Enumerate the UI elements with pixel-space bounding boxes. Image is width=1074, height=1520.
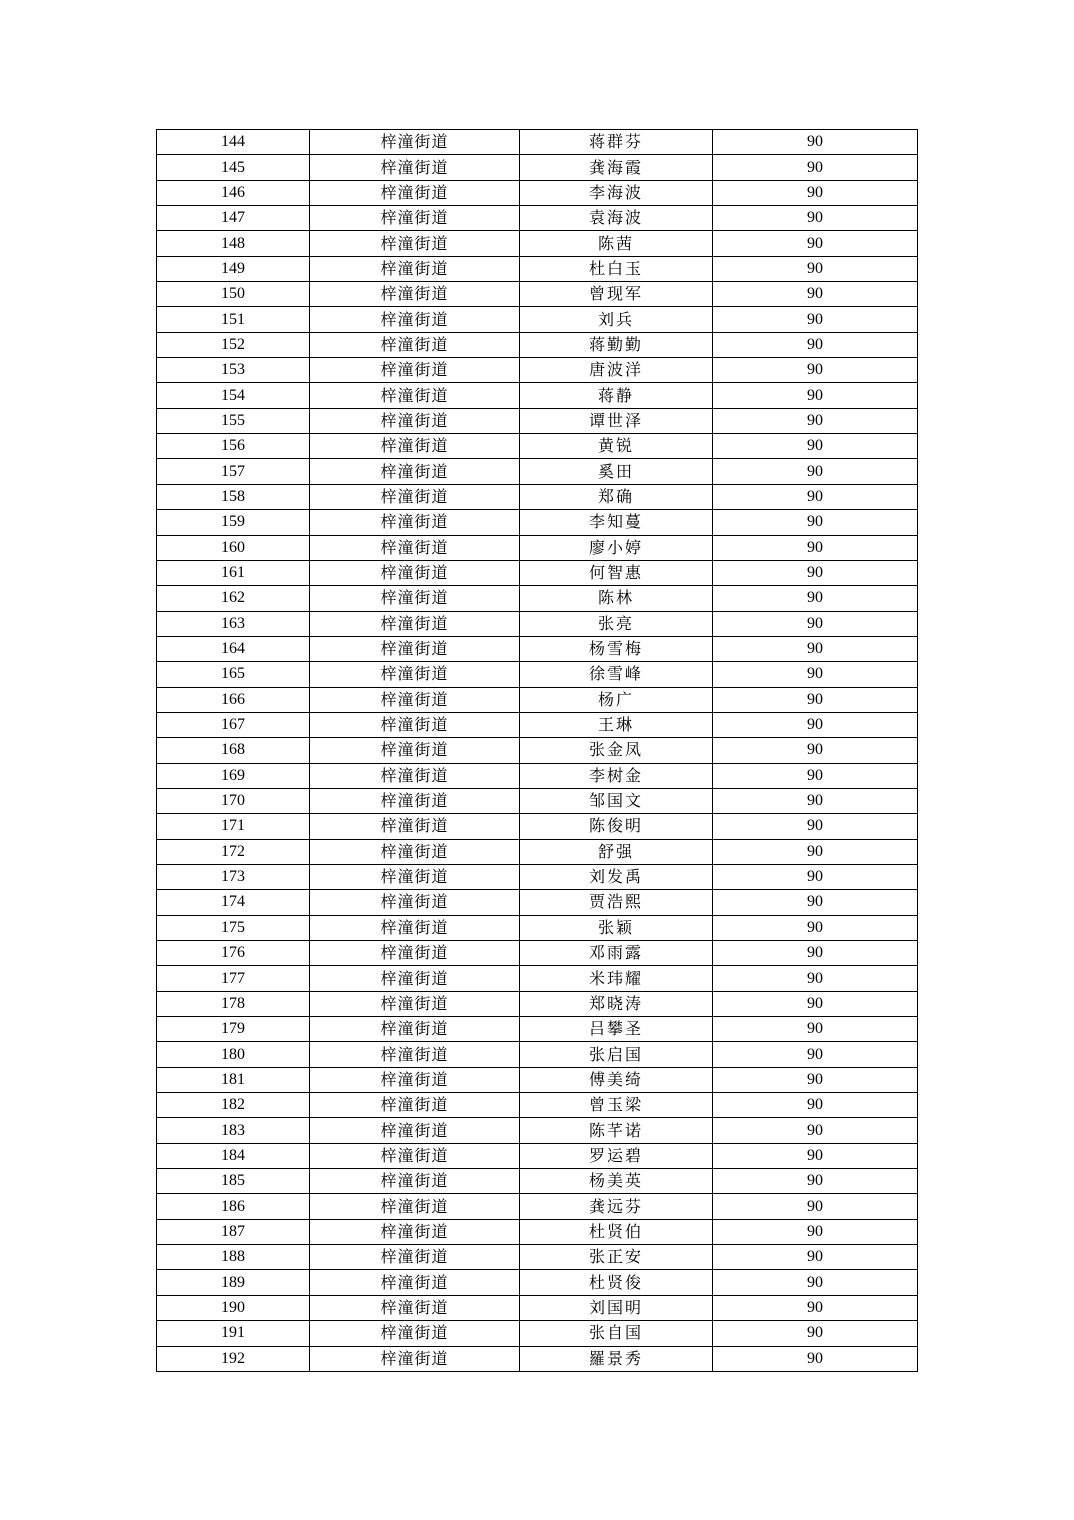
street-cell: 梓潼街道 xyxy=(310,941,520,966)
score-cell: 90 xyxy=(713,1017,918,1042)
person-name-cell: 杜贤俊 xyxy=(520,1270,713,1295)
street-cell: 梓潼街道 xyxy=(310,256,520,281)
street-cell: 梓潼街道 xyxy=(310,560,520,585)
person-name-cell: 刘兵 xyxy=(520,307,713,332)
row-number-cell: 169 xyxy=(157,763,310,788)
person-name-cell: 陈芊诺 xyxy=(520,1118,713,1143)
row-number-cell: 147 xyxy=(157,206,310,231)
score-cell: 90 xyxy=(713,358,918,383)
score-cell: 90 xyxy=(713,1194,918,1219)
person-name-cell: 蒋勤勤 xyxy=(520,332,713,357)
person-name-cell: 吕攀圣 xyxy=(520,1017,713,1042)
row-number-cell: 154 xyxy=(157,383,310,408)
street-cell: 梓潼街道 xyxy=(310,586,520,611)
row-number-cell: 184 xyxy=(157,1143,310,1168)
score-cell: 90 xyxy=(713,636,918,661)
table-row xyxy=(157,408,918,433)
row-number-cell: 188 xyxy=(157,1245,310,1270)
table-row xyxy=(157,687,918,712)
person-name-cell: 贾浩熙 xyxy=(520,890,713,915)
person-name-cell: 杨美英 xyxy=(520,1169,713,1194)
score-cell: 90 xyxy=(713,332,918,357)
row-number-cell: 176 xyxy=(157,941,310,966)
table-row xyxy=(157,712,918,737)
person-name-cell: 杜白玉 xyxy=(520,256,713,281)
table-row xyxy=(157,586,918,611)
street-cell: 梓潼街道 xyxy=(310,1245,520,1270)
person-name-cell: 唐波洋 xyxy=(520,358,713,383)
person-name-cell: 杜贤伯 xyxy=(520,1219,713,1244)
table-row xyxy=(157,1245,918,1270)
table-row xyxy=(157,155,918,180)
person-name-cell: 陈林 xyxy=(520,586,713,611)
street-cell: 梓潼街道 xyxy=(310,1219,520,1244)
score-cell: 90 xyxy=(713,814,918,839)
score-cell: 90 xyxy=(713,180,918,205)
table-row xyxy=(157,991,918,1016)
row-number-cell: 150 xyxy=(157,282,310,307)
street-cell: 梓潼街道 xyxy=(310,231,520,256)
table-row xyxy=(157,332,918,357)
score-cell: 90 xyxy=(713,256,918,281)
score-cell: 90 xyxy=(713,712,918,737)
person-name-cell: 徐雪峰 xyxy=(520,662,713,687)
row-number-cell: 159 xyxy=(157,510,310,535)
table-row xyxy=(157,941,918,966)
row-number-cell: 182 xyxy=(157,1093,310,1118)
person-name-cell: 羅景秀 xyxy=(520,1346,713,1371)
table-row xyxy=(157,1093,918,1118)
street-cell: 梓潼街道 xyxy=(310,1169,520,1194)
row-number-cell: 157 xyxy=(157,459,310,484)
table-row xyxy=(157,307,918,332)
row-number-cell: 161 xyxy=(157,560,310,585)
row-number-cell: 156 xyxy=(157,434,310,459)
row-number-cell: 153 xyxy=(157,358,310,383)
street-cell: 梓潼街道 xyxy=(310,763,520,788)
table-row xyxy=(157,358,918,383)
street-cell: 梓潼街道 xyxy=(310,383,520,408)
row-number-cell: 181 xyxy=(157,1067,310,1092)
score-cell: 90 xyxy=(713,966,918,991)
score-cell: 90 xyxy=(713,383,918,408)
row-number-cell: 144 xyxy=(157,130,310,155)
street-cell: 梓潼街道 xyxy=(310,712,520,737)
score-cell: 90 xyxy=(713,738,918,763)
table-row xyxy=(157,788,918,813)
table-row xyxy=(157,510,918,535)
row-number-cell: 149 xyxy=(157,256,310,281)
row-number-cell: 148 xyxy=(157,231,310,256)
row-number-cell: 155 xyxy=(157,408,310,433)
score-cell: 90 xyxy=(713,1169,918,1194)
score-cell: 90 xyxy=(713,282,918,307)
table-row xyxy=(157,738,918,763)
row-number-cell: 172 xyxy=(157,839,310,864)
street-cell: 梓潼街道 xyxy=(310,636,520,661)
table-row xyxy=(157,636,918,661)
row-number-cell: 151 xyxy=(157,307,310,332)
row-number-cell: 173 xyxy=(157,864,310,889)
score-cell: 90 xyxy=(713,1219,918,1244)
table-row xyxy=(157,966,918,991)
person-name-cell: 邓雨露 xyxy=(520,941,713,966)
score-cell: 90 xyxy=(713,763,918,788)
table-row xyxy=(157,890,918,915)
score-cell: 90 xyxy=(713,611,918,636)
person-name-cell: 蒋群芬 xyxy=(520,130,713,155)
score-cell: 90 xyxy=(713,915,918,940)
table-row xyxy=(157,1321,918,1346)
street-cell: 梓潼街道 xyxy=(310,332,520,357)
score-cell: 90 xyxy=(713,1042,918,1067)
street-cell: 梓潼街道 xyxy=(310,206,520,231)
street-cell: 梓潼街道 xyxy=(310,408,520,433)
person-name-cell: 米玮耀 xyxy=(520,966,713,991)
street-cell: 梓潼街道 xyxy=(310,1017,520,1042)
street-cell: 梓潼街道 xyxy=(310,1321,520,1346)
score-cell: 90 xyxy=(713,484,918,509)
table-row xyxy=(157,484,918,509)
street-cell: 梓潼街道 xyxy=(310,890,520,915)
score-cell: 90 xyxy=(713,1093,918,1118)
street-cell: 梓潼街道 xyxy=(310,510,520,535)
score-cell: 90 xyxy=(713,1245,918,1270)
person-name-cell: 陈茜 xyxy=(520,231,713,256)
row-number-cell: 192 xyxy=(157,1346,310,1371)
row-number-cell: 162 xyxy=(157,586,310,611)
person-name-cell: 曾玉梁 xyxy=(520,1093,713,1118)
row-number-cell: 190 xyxy=(157,1295,310,1320)
table-row xyxy=(157,814,918,839)
person-name-cell: 刘国明 xyxy=(520,1295,713,1320)
street-cell: 梓潼街道 xyxy=(310,788,520,813)
table-row xyxy=(157,231,918,256)
street-cell: 梓潼街道 xyxy=(310,991,520,1016)
street-cell: 梓潼街道 xyxy=(310,839,520,864)
street-cell: 梓潼街道 xyxy=(310,1295,520,1320)
person-name-cell: 张正安 xyxy=(520,1245,713,1270)
row-number-cell: 178 xyxy=(157,991,310,1016)
score-cell: 90 xyxy=(713,941,918,966)
person-name-cell: 李树金 xyxy=(520,763,713,788)
row-number-cell: 174 xyxy=(157,890,310,915)
score-cell: 90 xyxy=(713,408,918,433)
table-row xyxy=(157,1143,918,1168)
person-name-cell: 袁海波 xyxy=(520,206,713,231)
street-cell: 梓潼街道 xyxy=(310,814,520,839)
row-number-cell: 163 xyxy=(157,611,310,636)
score-cell: 90 xyxy=(713,155,918,180)
person-name-cell: 奚田 xyxy=(520,459,713,484)
person-name-cell: 龚海霞 xyxy=(520,155,713,180)
table-row xyxy=(157,1194,918,1219)
row-number-cell: 146 xyxy=(157,180,310,205)
score-cell: 90 xyxy=(713,1321,918,1346)
row-number-cell: 189 xyxy=(157,1270,310,1295)
street-cell: 梓潼街道 xyxy=(310,687,520,712)
table-row xyxy=(157,1295,918,1320)
score-cell: 90 xyxy=(713,1143,918,1168)
table-row xyxy=(157,662,918,687)
table-row xyxy=(157,560,918,585)
table-row xyxy=(157,130,918,155)
person-name-cell: 郑晓涛 xyxy=(520,991,713,1016)
score-cell: 90 xyxy=(713,231,918,256)
roster-table-body xyxy=(157,130,918,1372)
score-cell: 90 xyxy=(713,586,918,611)
table-row xyxy=(157,915,918,940)
person-name-cell: 蒋静 xyxy=(520,383,713,408)
row-number-cell: 186 xyxy=(157,1194,310,1219)
street-cell: 梓潼街道 xyxy=(310,1093,520,1118)
street-cell: 梓潼街道 xyxy=(310,1143,520,1168)
street-cell: 梓潼街道 xyxy=(310,282,520,307)
table-row xyxy=(157,1346,918,1371)
row-number-cell: 158 xyxy=(157,484,310,509)
row-number-cell: 152 xyxy=(157,332,310,357)
score-cell: 90 xyxy=(713,991,918,1016)
row-number-cell: 185 xyxy=(157,1169,310,1194)
person-name-cell: 王琳 xyxy=(520,712,713,737)
street-cell: 梓潼街道 xyxy=(310,1042,520,1067)
score-cell: 90 xyxy=(713,662,918,687)
row-number-cell: 171 xyxy=(157,814,310,839)
person-name-cell: 张启国 xyxy=(520,1042,713,1067)
table-row xyxy=(157,434,918,459)
street-cell: 梓潼街道 xyxy=(310,611,520,636)
street-cell: 梓潼街道 xyxy=(310,307,520,332)
row-number-cell: 167 xyxy=(157,712,310,737)
table-row xyxy=(157,282,918,307)
row-number-cell: 165 xyxy=(157,662,310,687)
row-number-cell: 183 xyxy=(157,1118,310,1143)
table-row xyxy=(157,611,918,636)
row-number-cell: 170 xyxy=(157,788,310,813)
street-cell: 梓潼街道 xyxy=(310,1194,520,1219)
street-cell: 梓潼街道 xyxy=(310,130,520,155)
score-cell: 90 xyxy=(713,307,918,332)
person-name-cell: 傅美绮 xyxy=(520,1067,713,1092)
score-cell: 90 xyxy=(713,535,918,560)
row-number-cell: 179 xyxy=(157,1017,310,1042)
table-row xyxy=(157,180,918,205)
score-cell: 90 xyxy=(713,1295,918,1320)
person-name-cell: 何智惠 xyxy=(520,560,713,585)
person-name-cell: 刘发禹 xyxy=(520,864,713,889)
row-number-cell: 166 xyxy=(157,687,310,712)
street-cell: 梓潼街道 xyxy=(310,1067,520,1092)
person-name-cell: 郑确 xyxy=(520,484,713,509)
street-cell: 梓潼街道 xyxy=(310,1118,520,1143)
person-name-cell: 曾现军 xyxy=(520,282,713,307)
row-number-cell: 187 xyxy=(157,1219,310,1244)
row-number-cell: 145 xyxy=(157,155,310,180)
street-cell: 梓潼街道 xyxy=(310,662,520,687)
score-cell: 90 xyxy=(713,434,918,459)
score-cell: 90 xyxy=(713,1270,918,1295)
table-row xyxy=(157,535,918,560)
street-cell: 梓潼街道 xyxy=(310,738,520,763)
street-cell: 梓潼街道 xyxy=(310,358,520,383)
row-number-cell: 177 xyxy=(157,966,310,991)
street-cell: 梓潼街道 xyxy=(310,1270,520,1295)
street-cell: 梓潼街道 xyxy=(310,1346,520,1371)
row-number-cell: 168 xyxy=(157,738,310,763)
table-row xyxy=(157,1270,918,1295)
street-cell: 梓潼街道 xyxy=(310,155,520,180)
person-name-cell: 廖小婷 xyxy=(520,535,713,560)
street-cell: 梓潼街道 xyxy=(310,434,520,459)
street-cell: 梓潼街道 xyxy=(310,966,520,991)
score-cell: 90 xyxy=(713,130,918,155)
street-cell: 梓潼街道 xyxy=(310,180,520,205)
score-cell: 90 xyxy=(713,459,918,484)
score-cell: 90 xyxy=(713,560,918,585)
person-name-cell: 舒强 xyxy=(520,839,713,864)
person-name-cell: 张亮 xyxy=(520,611,713,636)
row-number-cell: 191 xyxy=(157,1321,310,1346)
table-row xyxy=(157,1118,918,1143)
person-name-cell: 张自国 xyxy=(520,1321,713,1346)
table-row xyxy=(157,459,918,484)
table-row xyxy=(157,1169,918,1194)
person-name-cell: 邹国文 xyxy=(520,788,713,813)
row-number-cell: 175 xyxy=(157,915,310,940)
street-cell: 梓潼街道 xyxy=(310,864,520,889)
table-row xyxy=(157,763,918,788)
person-name-cell: 杨广 xyxy=(520,687,713,712)
person-name-cell: 陈俊明 xyxy=(520,814,713,839)
roster-table xyxy=(156,129,918,1372)
score-cell: 90 xyxy=(713,864,918,889)
person-name-cell: 罗运碧 xyxy=(520,1143,713,1168)
table-row xyxy=(157,839,918,864)
table-row xyxy=(157,256,918,281)
score-cell: 90 xyxy=(713,687,918,712)
row-number-cell: 160 xyxy=(157,535,310,560)
person-name-cell: 李海波 xyxy=(520,180,713,205)
score-cell: 90 xyxy=(713,890,918,915)
table-row xyxy=(157,1042,918,1067)
score-cell: 90 xyxy=(713,1067,918,1092)
score-cell: 90 xyxy=(713,839,918,864)
score-cell: 90 xyxy=(713,1118,918,1143)
person-name-cell: 谭世泽 xyxy=(520,408,713,433)
table-row xyxy=(157,1219,918,1244)
street-cell: 梓潼街道 xyxy=(310,484,520,509)
table-row xyxy=(157,206,918,231)
person-name-cell: 张颖 xyxy=(520,915,713,940)
street-cell: 梓潼街道 xyxy=(310,915,520,940)
table-row xyxy=(157,864,918,889)
row-number-cell: 164 xyxy=(157,636,310,661)
table-row xyxy=(157,1017,918,1042)
person-name-cell: 杨雪梅 xyxy=(520,636,713,661)
person-name-cell: 龚远芬 xyxy=(520,1194,713,1219)
person-name-cell: 张金凤 xyxy=(520,738,713,763)
table-row xyxy=(157,1067,918,1092)
score-cell: 90 xyxy=(713,206,918,231)
street-cell: 梓潼街道 xyxy=(310,459,520,484)
street-cell: 梓潼街道 xyxy=(310,535,520,560)
score-cell: 90 xyxy=(713,1346,918,1371)
score-cell: 90 xyxy=(713,510,918,535)
score-cell: 90 xyxy=(713,788,918,813)
person-name-cell: 黄锐 xyxy=(520,434,713,459)
row-number-cell: 180 xyxy=(157,1042,310,1067)
person-name-cell: 李知蔓 xyxy=(520,510,713,535)
table-row xyxy=(157,383,918,408)
